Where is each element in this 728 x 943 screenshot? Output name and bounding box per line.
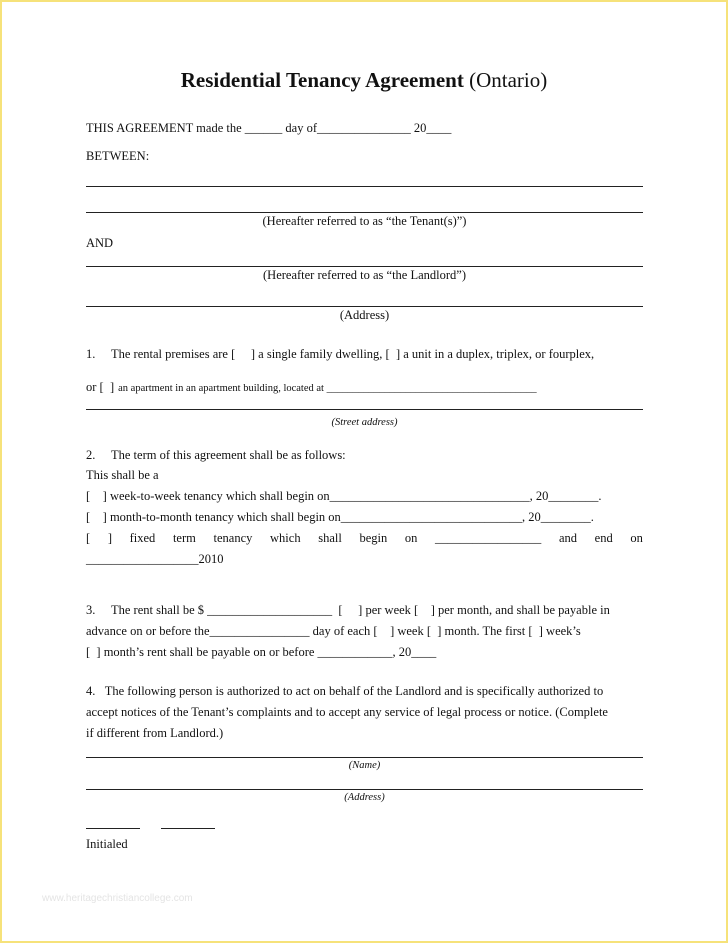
premises-apartment-text: an apartment in an apartment building, located at ________________________________________ [118, 383, 537, 394]
fixed-word: on [404, 531, 418, 545]
and-label: AND [86, 236, 114, 250]
premises-line-2 [86, 378, 537, 396]
landlord-reference: (Hereafter referred to as “the Landlord”) [263, 268, 466, 282]
agreement-date-line: THIS AGREEMENT made the ______ day of_______________ 20____ [86, 121, 452, 135]
street-address-caption: (Street address) [331, 417, 398, 428]
fixed-word: end [594, 531, 613, 545]
fixed-bracket-close: ] [107, 531, 112, 545]
premises-line-1: 1. The rental premises are [ ] a single family dwelling, [ ] a unit in a duplex, triplex, or fourplex, [86, 347, 595, 361]
agent-address-caption: (Address) [344, 792, 385, 803]
fixed-begin-blank: _________________ [435, 531, 542, 545]
fixed-word: fixed [129, 531, 156, 545]
street-address-line [86, 409, 643, 410]
watermark: www.heritagechristiancollege.com [42, 893, 193, 904]
tenant-line-2 [86, 212, 643, 213]
fixed-word: on [630, 531, 643, 545]
rent-line-1: 3. The rent shall be $ ____________________ [ ] per week [ ] per month, and shall be payable in [86, 603, 610, 617]
term-shall-be: This shall be a [86, 468, 159, 482]
document-title [2, 68, 726, 93]
title-bold: Residential Tenancy Agreement [180, 68, 464, 92]
rent-line-3: [ ] month’s rent shall be payable on or before ____________, 20____ [86, 645, 437, 659]
fixed-bracket-open: [ [86, 531, 91, 545]
tenant-line-1 [86, 186, 643, 187]
term-fixed [86, 531, 643, 546]
title-province: (Ontario) [469, 68, 548, 92]
term-heading: 2. The term of this agreement shall be as follows: [86, 448, 346, 462]
fixed-word: tenancy [213, 531, 253, 545]
fixed-word: term [172, 531, 196, 545]
fixed-word: begin [359, 531, 388, 545]
address-caption: (Address) [339, 308, 390, 322]
agent-line-2: accept notices of the Tenant’s complaints and to accept any service of legal process or notice. (Complete [86, 705, 608, 719]
term-weekly: [ ] week-to-week tenancy which shall begin on________________________________, 20________. [86, 489, 602, 503]
fixed-word: and [558, 531, 577, 545]
term-monthly: [ ] month-to-month tenancy which shall begin on_____________________________, 20________. [86, 510, 594, 524]
rent-line-2: advance on or before the________________ day of each [ ] week [ ] month. The first [ ] week’s [86, 624, 581, 638]
document-page [2, 2, 726, 941]
agent-name-caption: (Name) [348, 760, 381, 771]
fixed-word: shall [318, 531, 342, 545]
agent-name-line [86, 757, 643, 758]
agent-line-1: 4. The following person is authorized to act on behalf of the Landlord and is specifically authorized to [86, 684, 604, 698]
address-line [86, 306, 643, 307]
premises-apartment-checkbox: or [ ] [86, 380, 115, 394]
initialed-label: Initialed [86, 837, 128, 851]
fixed-word: which [270, 531, 301, 545]
tenant-reference: (Hereafter referred to as “the Tenant(s)”) [262, 214, 467, 228]
between-label: BETWEEN: [86, 149, 150, 163]
initial-line-2 [161, 828, 215, 829]
landlord-line [86, 266, 643, 267]
term-fixed-end: __________________2010 [86, 552, 224, 566]
agent-address-line [86, 789, 643, 790]
agent-line-3: if different from Landlord.) [86, 726, 224, 740]
initial-line-1 [86, 828, 140, 829]
